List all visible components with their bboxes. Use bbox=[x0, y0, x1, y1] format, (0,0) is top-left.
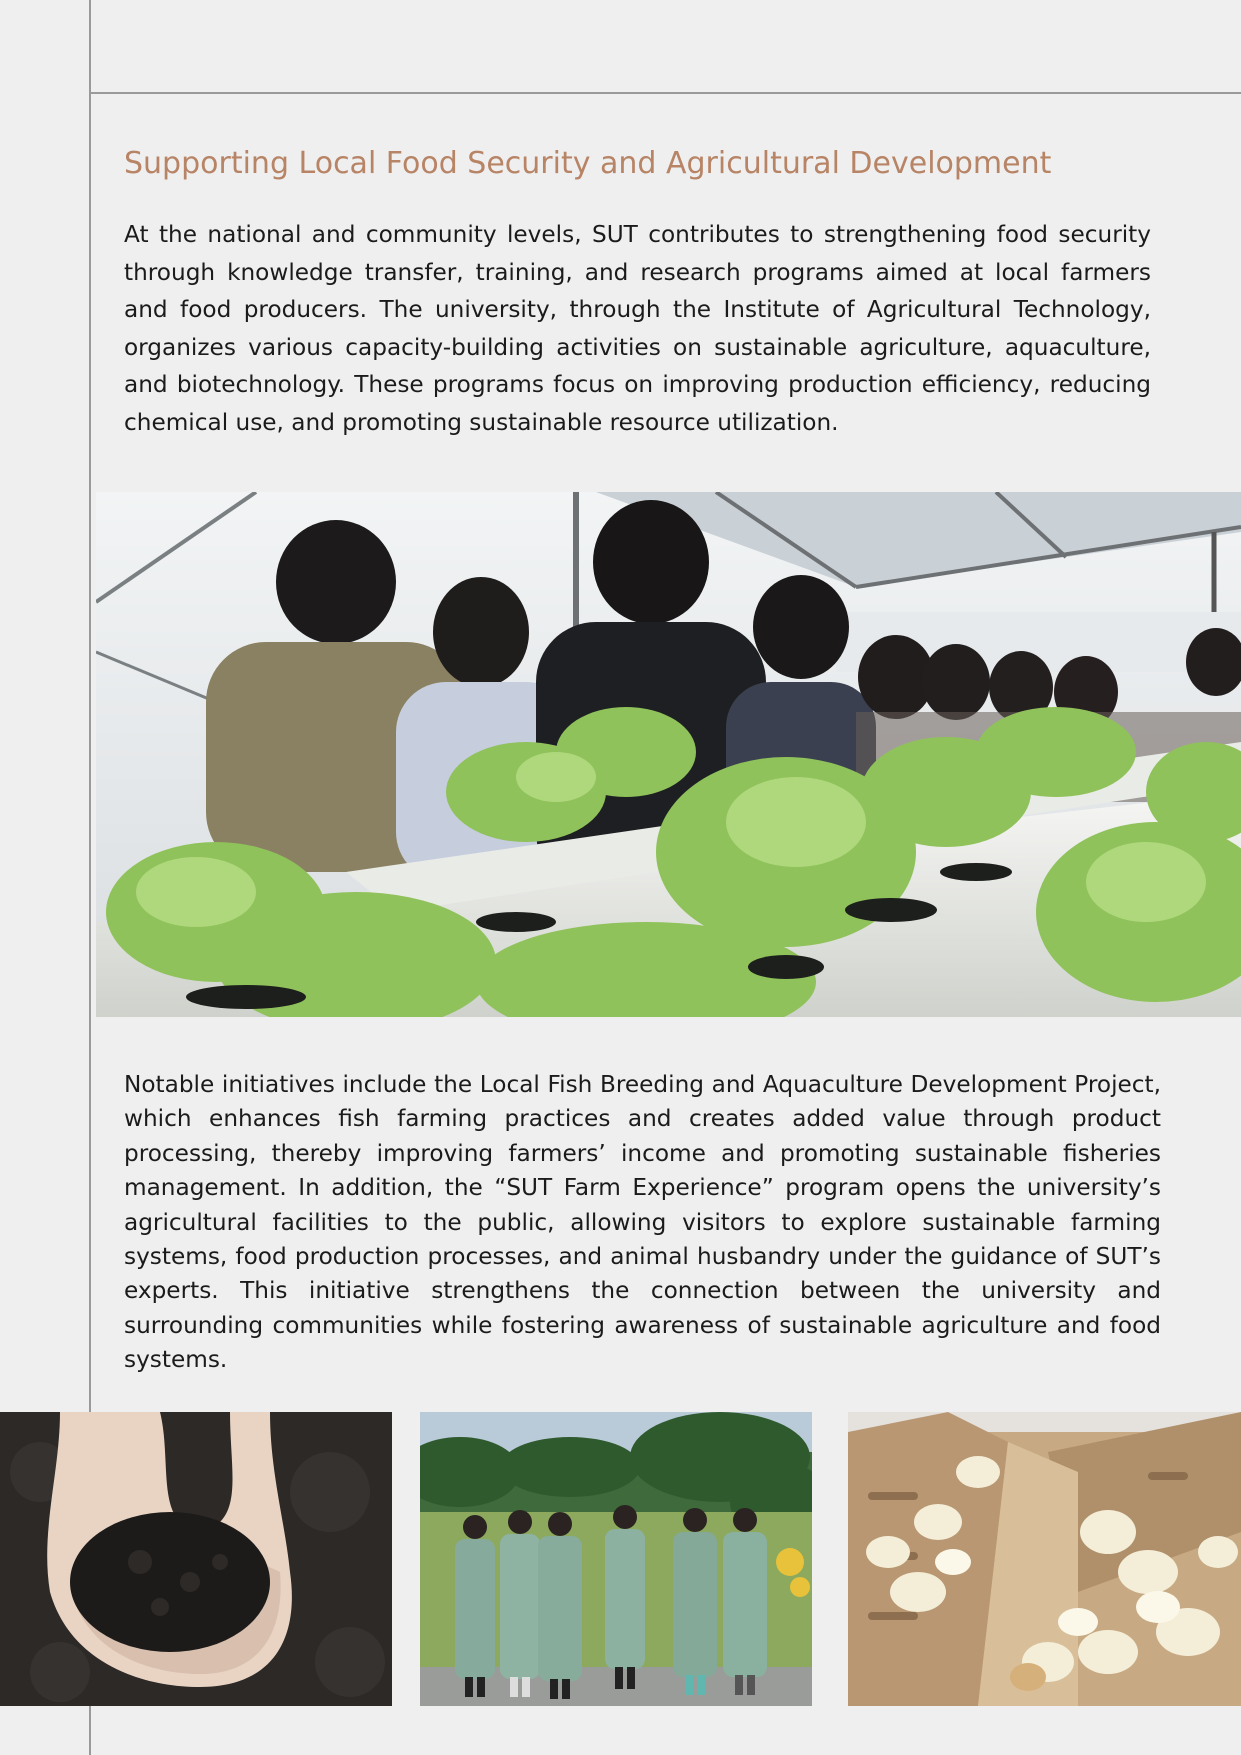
soil-in-hands-photo bbox=[0, 1412, 392, 1706]
initiatives-paragraph: Notable initiatives include the Local Fish Breeding and Aquaculture Development Project, which enhances fish farming practices and creates added value through product processing, thereby improving farmers’ income and promoting sustainable fisheries management. In addition, the “SUT Farm Experience” program opens the university’s agricultural facilities to the public, allowing visitors to explore sustainable farming systems, food production processes, and animal husbandry under the guidance of SUT’s experts. This initiative strengthens the connection between the university and surrounding communities while fostering awareness of sustainable agriculture and food systems. bbox=[124, 1071, 1161, 1374]
top-header-rule bbox=[89, 92, 1241, 94]
greenhouse-tour-photo bbox=[96, 492, 1241, 1017]
farm-experience-group-photo bbox=[420, 1412, 812, 1706]
intro-paragraph: At the national and community levels, SUT contributes to strengthening food security through knowledge transfer, training, and research programs aimed at local farmers and food producers. The university, through the Institute of Agricultural Technology, organizes various capacity-building activities on sustainable agriculture, aquaculture, and biotechnology. These programs focus on improving production efficiency, reducing chemical use, and promoting sustainable resource utilization. bbox=[124, 221, 1151, 436]
chicks-in-boxes-photo bbox=[848, 1412, 1241, 1706]
section-heading: Supporting Local Food Security and Agricultural Development bbox=[124, 146, 1052, 181]
